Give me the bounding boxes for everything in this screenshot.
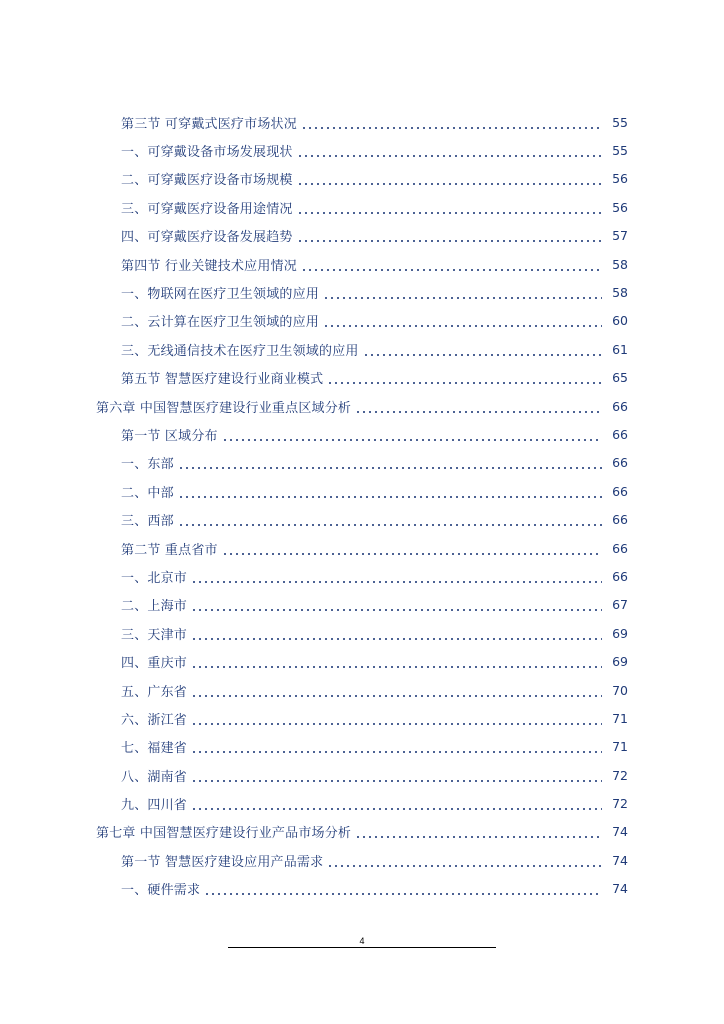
toc-entry-page-number: 60	[612, 313, 628, 329]
toc-entry-title: 三、天津市	[121, 627, 188, 643]
toc-entry-page-number: 66	[612, 398, 628, 414]
dot-leader	[323, 286, 602, 299]
toc-entry-page-number: 66	[612, 512, 628, 528]
toc-entry-title: 第一节 区域分布	[121, 428, 218, 444]
toc-entry-page-number: 57	[612, 228, 628, 244]
toc-entry-page-number: 67	[612, 597, 628, 613]
toc-entry-page-number: 69	[612, 625, 628, 641]
dot-leader	[222, 428, 602, 441]
toc-entry[interactable]	[0, 846, 724, 874]
toc-chapter-entry[interactable]	[0, 818, 724, 846]
dot-leader	[178, 485, 602, 498]
toc-entry-page-number: 71	[612, 710, 628, 726]
toc-entry[interactable]	[0, 477, 724, 505]
toc-entry-page-number: 71	[612, 739, 628, 755]
toc-entry-title: 第七章 中国智慧医疗建设行业产品市场分析	[96, 826, 352, 842]
toc-entry-title: 第一节 智慧医疗建设应用产品需求	[121, 854, 324, 870]
toc-entry-page-number: 66	[612, 540, 628, 556]
toc-entry-page-number: 74	[612, 824, 628, 840]
toc-entry[interactable]	[0, 761, 724, 789]
toc-entry[interactable]	[0, 591, 724, 619]
toc-entry[interactable]	[0, 449, 724, 477]
toc-entry-title: 第六章 中国智慧医疗建设行业重点区域分析	[96, 400, 352, 416]
dot-leader	[301, 116, 602, 129]
toc-entry-title: 一、硬件需求	[121, 883, 201, 899]
toc-entry[interactable]	[0, 165, 724, 193]
toc-entry[interactable]	[0, 108, 724, 136]
toc-entry-page-number: 61	[612, 341, 628, 357]
toc-entry-title: 九、四川省	[121, 798, 188, 814]
toc-entry-title: 第三节 可穿戴式医疗市场状况	[121, 116, 297, 132]
dot-leader	[297, 201, 602, 214]
toc-entry-title: 七、福建省	[121, 741, 188, 757]
toc-entry-page-number: 74	[612, 852, 628, 868]
toc-entry-title: 二、上海市	[121, 599, 188, 615]
toc-entry-page-number: 56	[612, 171, 628, 187]
dot-leader	[297, 229, 602, 242]
table-of-contents	[0, 108, 724, 903]
toc-entry-title: 五、广东省	[121, 684, 188, 700]
toc-entry[interactable]	[0, 278, 724, 306]
toc-entry[interactable]	[0, 505, 724, 533]
toc-entry[interactable]	[0, 222, 724, 250]
dot-leader	[191, 712, 602, 725]
toc-entry-title: 四、重庆市	[121, 656, 188, 672]
toc-entry[interactable]	[0, 562, 724, 590]
toc-entry-title: 四、可穿戴医疗设备发展趋势	[121, 230, 293, 246]
toc-entry[interactable]	[0, 250, 724, 278]
toc-entry-title: 一、北京市	[121, 570, 188, 586]
toc-entry-title: 八、湖南省	[121, 769, 188, 785]
toc-entry-page-number: 72	[612, 767, 628, 783]
toc-entry-page-number: 66	[612, 455, 628, 471]
toc-entry-title: 第四节 行业关键技术应用情况	[121, 258, 297, 274]
toc-entry-title: 二、可穿戴医疗设备市场规模	[121, 173, 293, 189]
toc-entry[interactable]	[0, 789, 724, 817]
dot-leader	[191, 627, 602, 640]
toc-entry[interactable]	[0, 307, 724, 335]
dot-leader	[191, 570, 602, 583]
dot-leader	[297, 144, 602, 157]
toc-entry[interactable]	[0, 420, 724, 448]
toc-entry-page-number: 69	[612, 654, 628, 670]
toc-entry[interactable]	[0, 364, 724, 392]
toc-entry-page-number: 65	[612, 370, 628, 386]
dot-leader	[191, 740, 602, 753]
dot-leader	[327, 371, 602, 384]
dot-leader	[297, 172, 602, 185]
toc-entry-page-number: 58	[612, 285, 628, 301]
dot-leader	[178, 456, 602, 469]
toc-entry[interactable]	[0, 704, 724, 732]
toc-entry-page-number: 66	[612, 483, 628, 499]
toc-entry-page-number: 70	[612, 682, 628, 698]
dot-leader	[323, 314, 602, 327]
dot-leader	[222, 542, 602, 555]
toc-entry-page-number: 58	[612, 256, 628, 272]
toc-entry-page-number: 55	[612, 143, 628, 159]
toc-entry-title: 三、无线通信技术在医疗卫生领域的应用	[121, 343, 359, 359]
toc-entry-title: 二、中部	[121, 485, 174, 501]
dot-leader	[301, 258, 602, 271]
toc-entry-title: 第二节 重点省市	[121, 542, 218, 558]
toc-entry[interactable]	[0, 619, 724, 647]
toc-entry[interactable]	[0, 647, 724, 675]
toc-entry[interactable]	[0, 193, 724, 221]
toc-entry-title: 三、可穿戴医疗设备用途情况	[121, 201, 293, 217]
dot-leader	[191, 769, 602, 782]
toc-chapter-entry[interactable]	[0, 392, 724, 420]
toc-entry-title: 一、物联网在医疗卫生领域的应用	[121, 287, 320, 303]
dot-leader	[191, 684, 602, 697]
toc-entry-title: 六、浙江省	[121, 712, 188, 728]
toc-entry[interactable]	[0, 534, 724, 562]
toc-entry-page-number: 55	[612, 114, 628, 130]
toc-entry-page-number: 72	[612, 796, 628, 812]
dot-leader	[191, 797, 602, 810]
dot-leader	[355, 400, 602, 413]
toc-entry-page-number: 74	[612, 881, 628, 897]
toc-entry-title: 三、西部	[121, 514, 174, 530]
dot-leader	[355, 825, 602, 838]
dot-leader	[327, 854, 602, 867]
toc-entry-title: 一、东部	[121, 457, 174, 473]
dot-leader	[363, 343, 602, 356]
toc-entry[interactable]	[0, 875, 724, 903]
dot-leader	[178, 513, 602, 526]
toc-entry-title: 第五节 智慧医疗建设行业商业模式	[121, 372, 324, 388]
footer-rule	[228, 947, 496, 948]
toc-entry-title: 一、可穿戴设备市场发展现状	[121, 145, 293, 161]
page-number: 4	[359, 936, 365, 946]
toc-entry-title: 二、云计算在医疗卫生领域的应用	[121, 315, 320, 331]
toc-entry-page-number: 56	[612, 199, 628, 215]
toc-entry[interactable]	[0, 335, 724, 363]
toc-entry[interactable]	[0, 733, 724, 761]
toc-entry[interactable]	[0, 676, 724, 704]
dot-leader	[191, 655, 602, 668]
toc-entry-page-number: 66	[612, 568, 628, 584]
dot-leader	[204, 882, 602, 895]
toc-entry[interactable]	[0, 136, 724, 164]
toc-entry-page-number: 66	[612, 426, 628, 442]
dot-leader	[191, 598, 602, 611]
